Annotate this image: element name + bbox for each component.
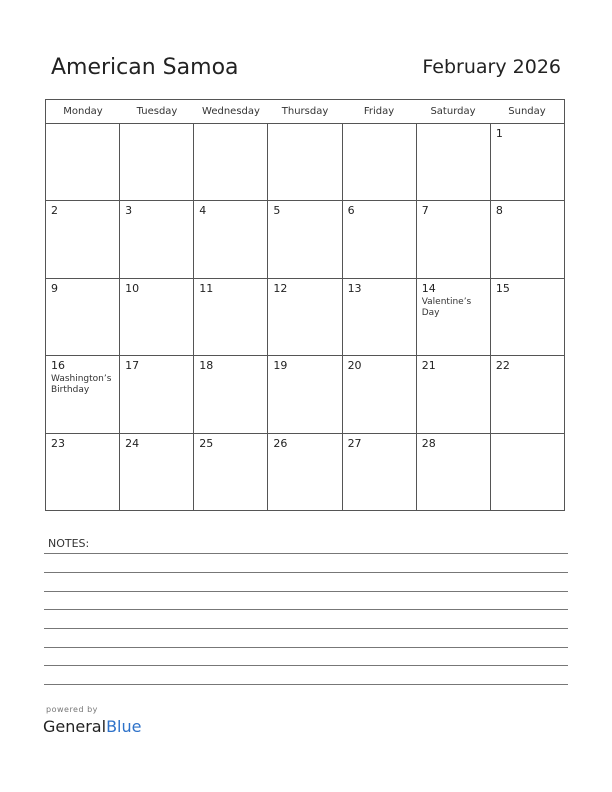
day-cell bbox=[120, 201, 194, 277]
day-number: 13 bbox=[347, 281, 362, 295]
day-cell bbox=[268, 124, 342, 200]
day-cell bbox=[46, 356, 120, 432]
weeks-container bbox=[46, 124, 564, 511]
day-number: 16 bbox=[51, 359, 65, 373]
day-header: Saturday bbox=[430, 106, 476, 117]
day-number: 17 bbox=[125, 359, 140, 373]
notes-line bbox=[44, 647, 568, 648]
notes-line bbox=[44, 665, 568, 666]
holiday-label: Washington’s Birthday bbox=[51, 374, 112, 396]
brand-general: General bbox=[43, 717, 107, 736]
day-cell bbox=[120, 356, 194, 432]
day-cell bbox=[120, 124, 194, 200]
day-cell bbox=[343, 201, 417, 277]
week-row bbox=[46, 201, 564, 278]
week-row bbox=[46, 124, 564, 201]
day-header: Friday bbox=[363, 106, 395, 117]
day-cell bbox=[343, 279, 417, 355]
region-title: American Samoa bbox=[51, 55, 239, 80]
day-number: 22 bbox=[495, 359, 510, 373]
notes-line bbox=[44, 591, 568, 592]
day-cell bbox=[343, 124, 417, 200]
day-number: 9 bbox=[51, 281, 58, 295]
day-number: 23 bbox=[51, 436, 65, 450]
day-number: 19 bbox=[273, 359, 288, 373]
notes-line bbox=[44, 572, 568, 573]
day-cell bbox=[120, 279, 194, 355]
day-cell bbox=[417, 201, 491, 277]
day-cell bbox=[268, 201, 342, 277]
day-header: Sunday bbox=[508, 106, 546, 117]
brand-blue: Blue bbox=[106, 717, 142, 736]
day-cell bbox=[46, 279, 120, 355]
generalblue-logo bbox=[43, 717, 141, 736]
notes-line bbox=[44, 628, 568, 629]
day-cell bbox=[46, 201, 120, 277]
day-cell bbox=[491, 434, 564, 511]
day-number: 1 bbox=[495, 127, 503, 140]
day-headers bbox=[46, 100, 564, 124]
day-cell bbox=[120, 434, 194, 511]
day-cell bbox=[491, 201, 564, 277]
day-number: 20 bbox=[347, 359, 362, 373]
day-number: 10 bbox=[125, 281, 140, 295]
day-cell bbox=[268, 356, 342, 432]
day-cell bbox=[194, 434, 268, 511]
notes-label: NOTES: bbox=[48, 537, 90, 550]
day-number: 27 bbox=[347, 436, 362, 450]
powered-by-text: powered by bbox=[46, 705, 98, 714]
day-header: Thursday bbox=[281, 106, 329, 117]
month-title: February 2026 bbox=[422, 56, 561, 78]
day-number: 25 bbox=[199, 436, 214, 450]
day-number: 18 bbox=[199, 359, 214, 373]
day-number: 5 bbox=[273, 204, 281, 218]
day-cell bbox=[343, 434, 417, 511]
day-header: Tuesday bbox=[136, 106, 178, 117]
notes-line bbox=[44, 553, 568, 554]
day-cell bbox=[194, 201, 268, 277]
day-cell bbox=[491, 356, 564, 432]
day-cell bbox=[268, 279, 342, 355]
day-header: Monday bbox=[63, 106, 103, 117]
day-number: 21 bbox=[421, 359, 436, 373]
day-number: 8 bbox=[495, 204, 503, 218]
week-row bbox=[46, 279, 564, 356]
day-cell bbox=[268, 434, 342, 511]
day-number: 4 bbox=[199, 204, 207, 218]
day-cell bbox=[417, 434, 491, 511]
calendar-grid bbox=[45, 99, 565, 511]
day-cell bbox=[194, 356, 268, 432]
day-cell bbox=[343, 356, 417, 432]
day-number: 24 bbox=[125, 436, 140, 450]
week-row bbox=[46, 356, 564, 433]
week-row bbox=[46, 434, 564, 511]
day-cell bbox=[417, 124, 491, 200]
notes-line bbox=[44, 609, 568, 610]
day-cell bbox=[194, 124, 268, 200]
day-number: 11 bbox=[199, 281, 214, 295]
day-cell bbox=[417, 356, 491, 432]
day-number: 2 bbox=[51, 204, 58, 218]
day-cell bbox=[194, 279, 268, 355]
day-number: 6 bbox=[347, 204, 355, 218]
day-cell bbox=[46, 434, 120, 511]
day-number: 12 bbox=[273, 281, 288, 295]
day-number: 15 bbox=[495, 281, 510, 295]
day-number: 7 bbox=[421, 204, 429, 218]
day-number: 26 bbox=[273, 436, 288, 450]
day-cell bbox=[491, 279, 564, 355]
day-cell bbox=[491, 124, 564, 200]
day-number: 28 bbox=[421, 436, 436, 450]
day-cell bbox=[46, 124, 120, 200]
day-header: Wednesday bbox=[202, 106, 260, 117]
day-number: 14 bbox=[421, 281, 436, 295]
holiday-label: Valentine’s Day bbox=[421, 296, 472, 318]
day-cell bbox=[417, 279, 491, 355]
day-number: 3 bbox=[125, 204, 133, 218]
notes-line bbox=[44, 684, 568, 685]
